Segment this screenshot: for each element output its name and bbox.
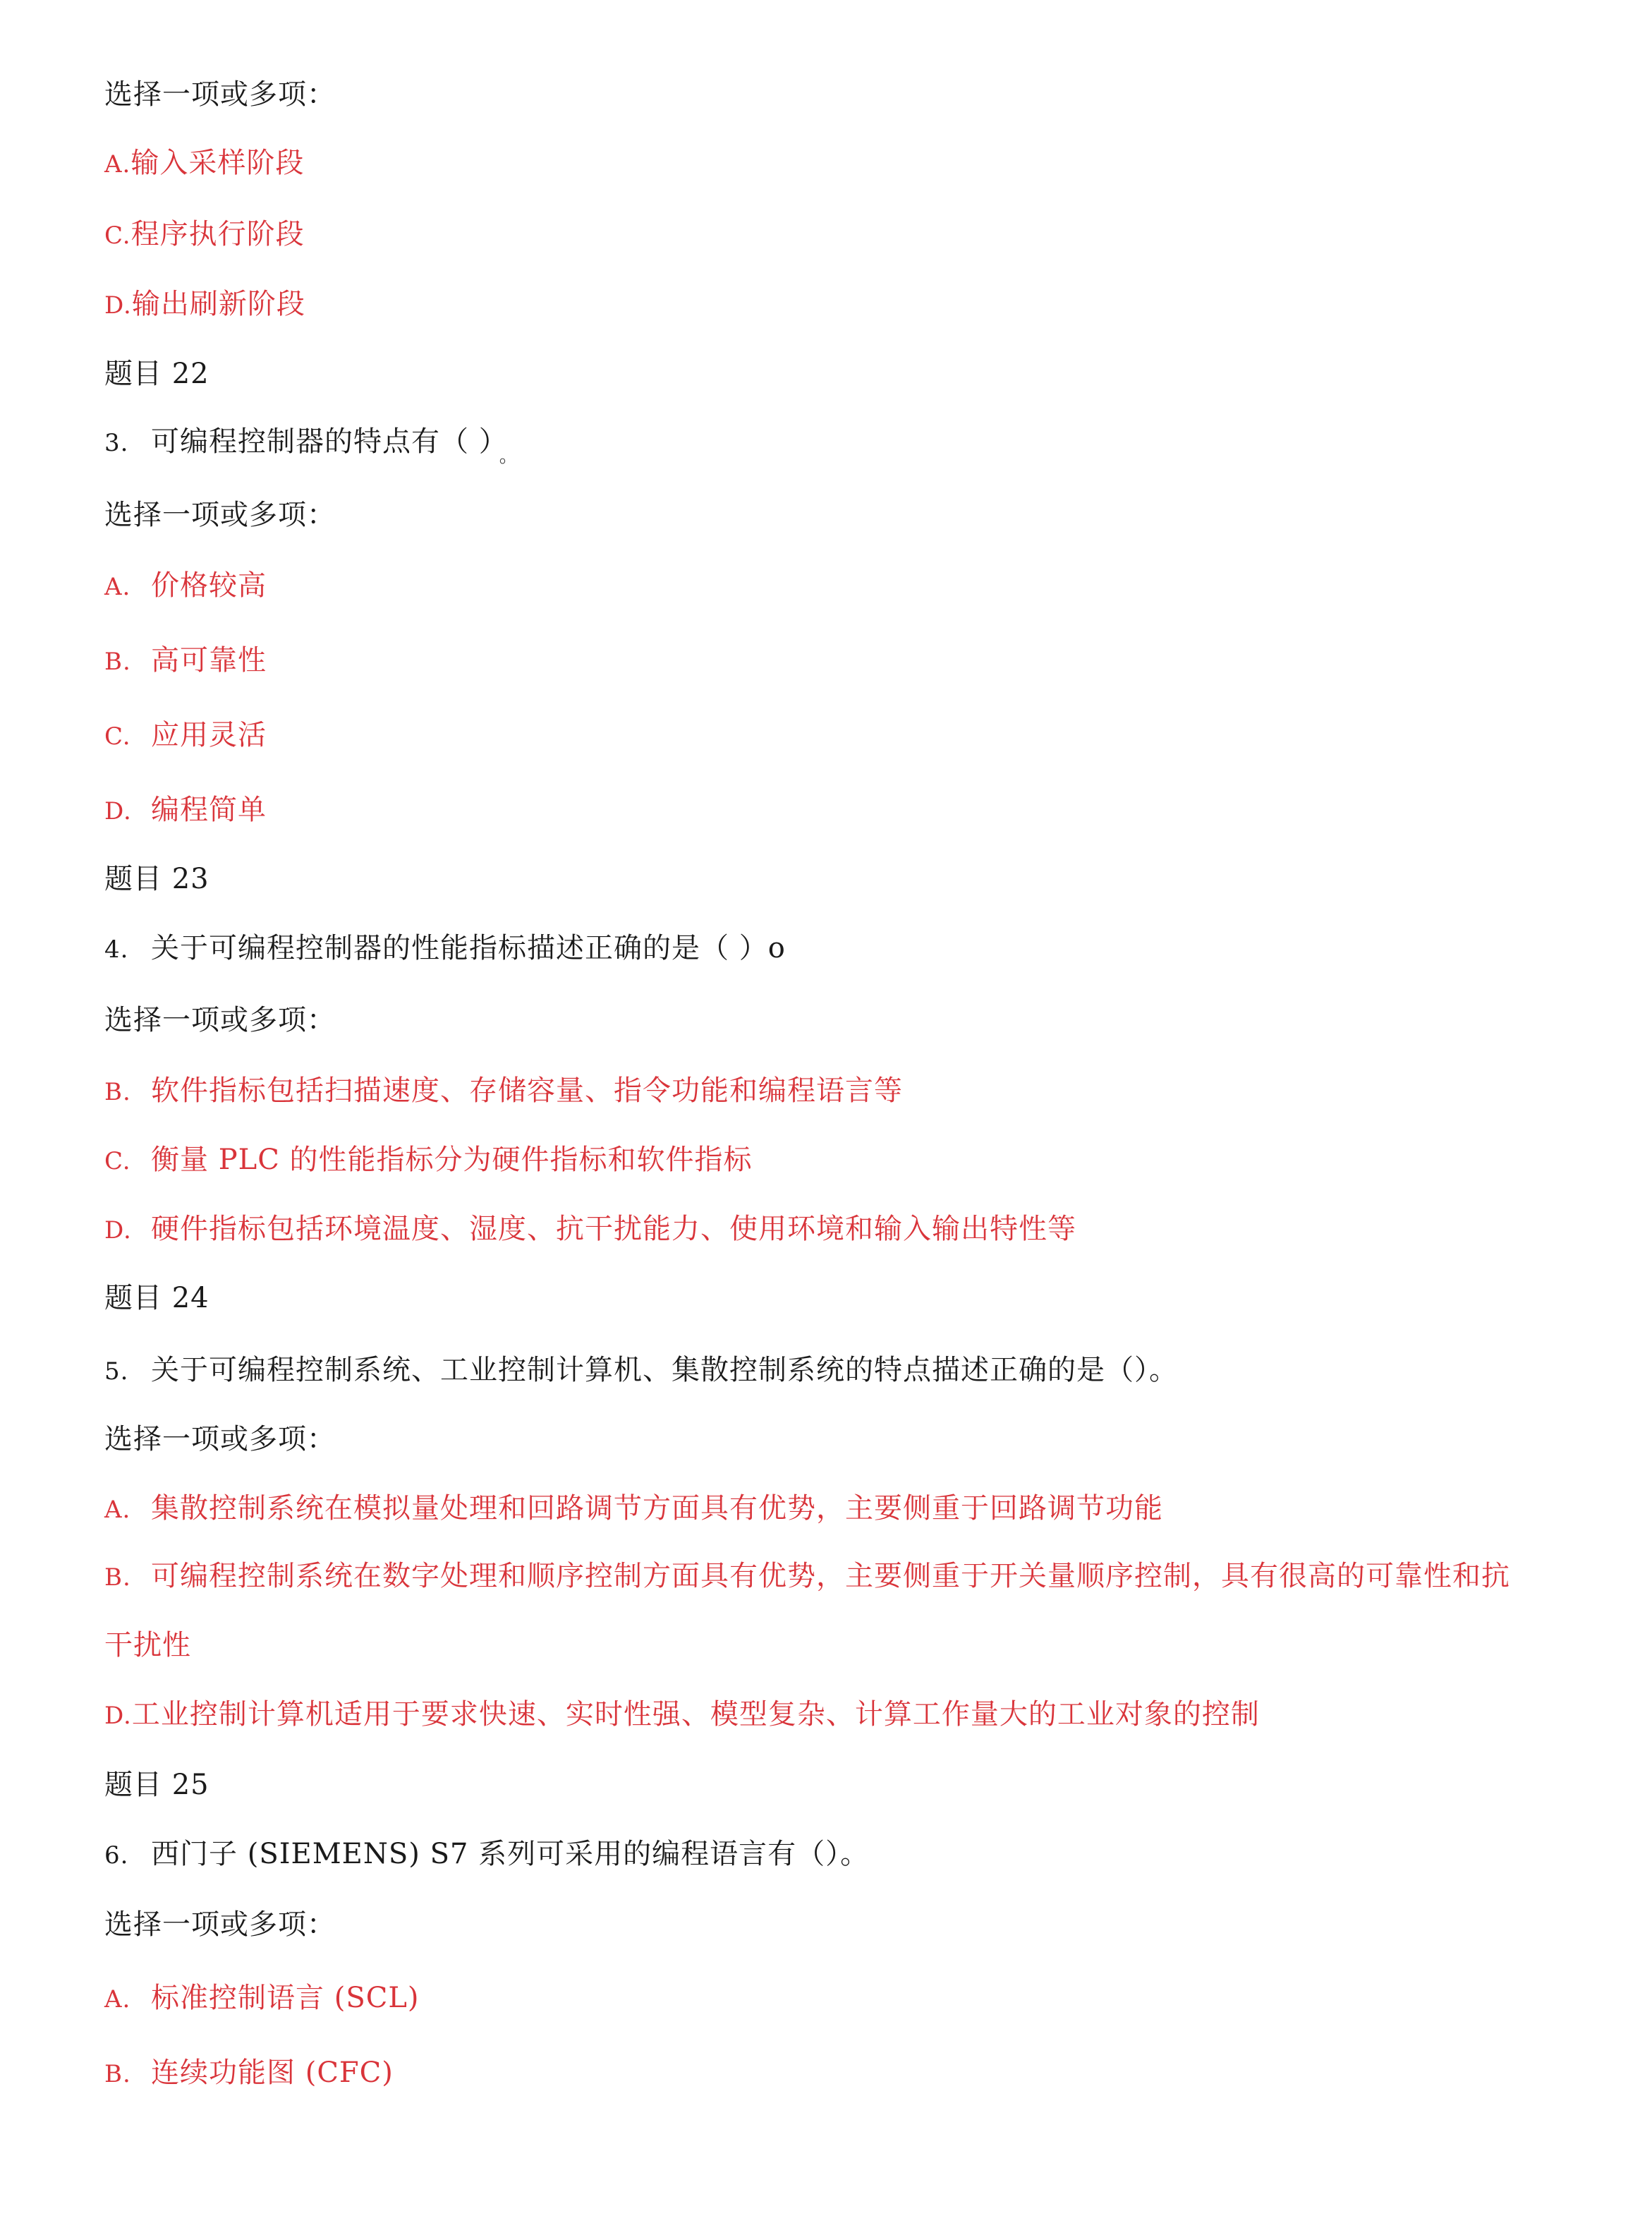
option-text: 集散控制系统在模拟量处理和回路调节方面具有优势，主要侧重于回路调节功能 <box>151 1492 1163 1525</box>
option-text: 软件指标包括扫描速度、存储容量、指令功能和编程语言等 <box>151 1074 903 1107</box>
question-end-mark: 。 <box>499 446 518 467</box>
option-text: 硬件指标包括环境温度、湿度、抗干扰能力、使用环境和输入输出特性等 <box>151 1213 1076 1245</box>
question-text <box>104 1350 1178 1391</box>
answer-option-b-continued <box>104 1625 191 1665</box>
option-text: 可编程控制系统在数字处理和顺序控制方面具有优势，主要侧重于开关量顺序控制，具有很高的可靠性和抗 <box>151 1560 1510 1592</box>
option-label: D. <box>104 291 132 320</box>
answer-option-a <box>104 566 267 607</box>
option-label: A. <box>104 573 131 601</box>
option-text: 输入采样阶段 <box>130 147 305 179</box>
answer-option-b <box>104 641 267 682</box>
option-label: C. <box>104 1147 131 1175</box>
question-index: 6. <box>104 1841 129 1870</box>
prompt-text: 选择一项或多项： <box>104 1004 336 1036</box>
option-text: 价格较高 <box>151 569 267 602</box>
option-text: 应用灵活 <box>151 719 267 751</box>
answer-option-c <box>104 214 305 255</box>
question-number-label: 题目 23 <box>104 863 209 895</box>
prompt-text: 选择一项或多项： <box>104 1423 336 1455</box>
option-text: 连续功能图 (CFC) <box>151 2057 394 2089</box>
question-index: 5. <box>104 1357 129 1386</box>
option-label: D. <box>104 1702 132 1730</box>
option-label: B. <box>104 1078 131 1106</box>
option-label: C. <box>104 722 131 751</box>
option-text: 编程简单 <box>151 794 267 826</box>
question-text <box>104 1834 869 1875</box>
question-header <box>104 1278 209 1318</box>
answer-option-a <box>104 1978 420 2019</box>
prompt-text: 选择一项或多项： <box>104 499 336 531</box>
answer-option-b <box>104 1071 903 1112</box>
question-number-label: 题目 24 <box>104 1282 209 1314</box>
answer-option-b <box>104 1556 1510 1597</box>
option-label: D. <box>104 1216 132 1244</box>
answer-option-a <box>104 143 304 184</box>
option-label: A. <box>104 1985 131 2013</box>
question-index: 3. <box>104 429 129 457</box>
option-text: 程序执行阶段 <box>130 218 305 250</box>
choice-prompt <box>104 1000 336 1040</box>
option-label: C. <box>104 222 131 250</box>
question-index: 4. <box>104 935 129 964</box>
answer-option-d <box>104 1209 1076 1250</box>
choice-prompt <box>104 495 336 535</box>
question-header <box>104 859 209 899</box>
option-text: 高可靠性 <box>151 644 267 677</box>
choice-prompt <box>104 75 336 114</box>
option-text: 衡量 PLC 的性能指标分为硬件指标和软件指标 <box>151 1144 753 1176</box>
question-text <box>104 422 518 465</box>
answer-option-b <box>104 2053 394 2094</box>
question-number-label: 题目 22 <box>104 358 209 390</box>
prompt-text: 选择一项或多项： <box>104 1908 336 1941</box>
option-label: A. <box>104 1496 131 1524</box>
option-text: 标准控制语言 (SCL) <box>151 1982 420 2014</box>
answer-option-c <box>104 1140 753 1181</box>
prompt-text: 选择一项或多项： <box>104 78 336 111</box>
choice-prompt <box>104 1419 336 1459</box>
choice-prompt <box>104 1905 336 1944</box>
question-body: 关于可编程控制器的性能指标描述正确的是（ ）o <box>151 932 786 964</box>
question-body: 可编程控制器的特点有（ ） <box>151 425 494 458</box>
question-header <box>104 1765 209 1805</box>
option-label: B. <box>104 2060 131 2088</box>
question-number-label: 题目 25 <box>104 1769 209 1801</box>
answer-option-d <box>104 284 305 325</box>
option-label: D. <box>104 797 132 825</box>
answer-option-c <box>104 715 267 756</box>
question-header <box>104 354 209 394</box>
question-body: 关于可编程控制系统、工业控制计算机、集散控制系统的特点描述正确的是（）。 <box>151 1354 1178 1386</box>
answer-option-a <box>104 1489 1163 1530</box>
answer-option-d <box>104 1695 1260 1736</box>
option-text: 干扰性 <box>104 1629 191 1661</box>
question-text <box>104 928 786 969</box>
question-body: 西门子 (SIEMENS) S7 系列可采用的编程语言有（）。 <box>151 1838 870 1870</box>
option-label: A. <box>104 150 131 178</box>
option-text: 工业控制计算机适用于要求快速、实时性强、模型复杂、计算工作量大的工业对象的控制 <box>131 1698 1260 1731</box>
answer-option-d <box>104 790 267 831</box>
option-label: B. <box>104 1563 131 1592</box>
option-text: 输出刷新阶段 <box>131 288 305 320</box>
option-label: B. <box>104 648 131 676</box>
